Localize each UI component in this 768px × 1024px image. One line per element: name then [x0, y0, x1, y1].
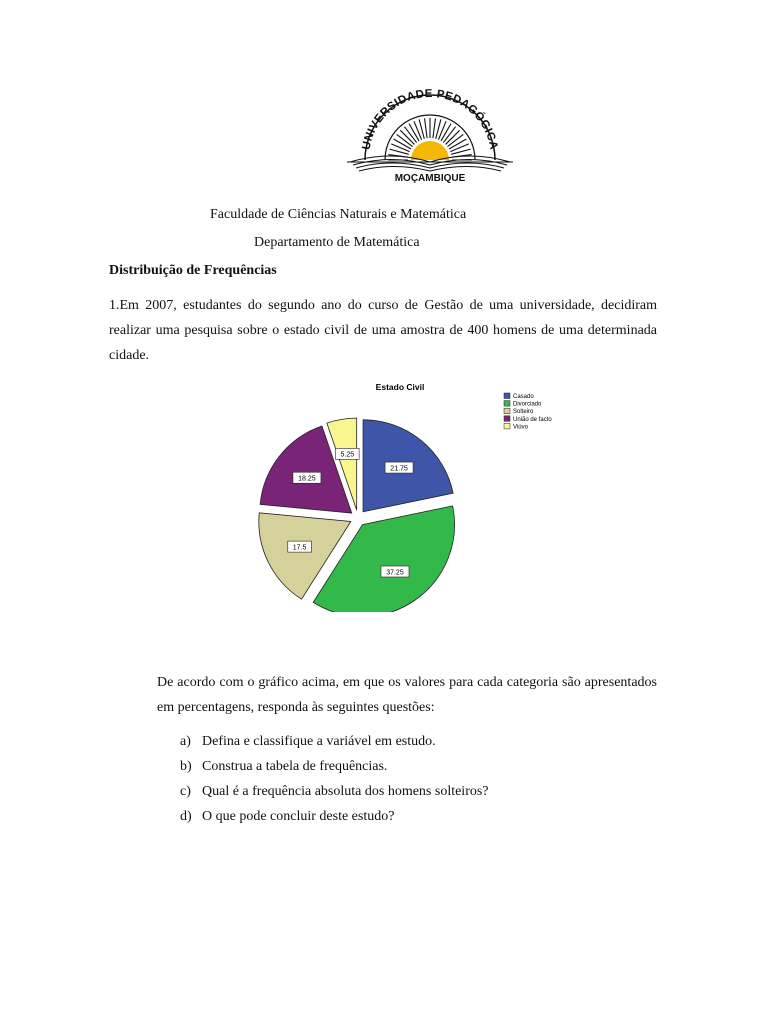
question-list [180, 731, 489, 831]
legend-label: União de facto [513, 416, 552, 423]
department-name: Departamento de Matemática [254, 235, 420, 250]
legend-label: Solteiro [513, 409, 534, 416]
faculty-name: Faculdade de Ciências Naturais e Matemática [210, 207, 467, 222]
question-text: Qual é a frequência absoluta dos homens solteiros? [202, 784, 489, 799]
pie-chart [250, 372, 570, 612]
question-mark: b) [180, 759, 192, 774]
question-text: Defina e classifique a variável em estudo. [202, 734, 436, 749]
legend-label: Divorciado [513, 401, 542, 408]
legend-label: Viúvo [513, 424, 528, 431]
problem-statement: 1.Em 2007, estudantes do segundo ano do curso de Gestão de uma universidade, decidiram realizar uma pesquisa sobre o estado civil de uma amostra de 400 homens de uma determinada cidade. [109, 298, 657, 363]
legend-swatch [504, 401, 510, 407]
chart-title: Estado Civil [375, 382, 425, 392]
question-item [180, 731, 489, 756]
legend-swatch [504, 423, 510, 429]
data-label: 5.25 [340, 451, 355, 459]
svg-text:MOÇAMBIQUE: MOÇAMBIQUE [394, 173, 466, 184]
data-label: 37.25 [386, 569, 404, 577]
data-label: 17.5 [292, 544, 307, 552]
question-item [180, 806, 489, 831]
question-item [180, 756, 489, 781]
legend-swatch [504, 393, 510, 399]
data-label: 18.25 [298, 475, 316, 483]
question-item [180, 781, 489, 806]
question-text: O que pode concluir deste estudo? [202, 809, 395, 824]
legend-swatch [504, 408, 510, 414]
question-mark: c) [180, 784, 191, 799]
question-intro: De acordo com o gráfico acima, em que os valores para cada categoria são apresentados em percentagens, responda às seguintes questões: [157, 675, 657, 715]
sun-icon [411, 141, 449, 160]
question-text: Construa a tabela de frequências. [202, 759, 388, 774]
section-title: Distribuição de Frequências [109, 263, 277, 278]
svg-text:UNIVERSIDADE PEDAGÓGICA: UNIVERSIDADE PEDAGÓGICA [360, 87, 500, 151]
legend-label: Casado [513, 394, 534, 400]
question-mark: a) [180, 734, 191, 749]
legend-swatch [504, 416, 510, 422]
question-mark: d) [180, 809, 192, 824]
university-logo [345, 82, 515, 186]
data-label: 21.75 [390, 465, 408, 473]
